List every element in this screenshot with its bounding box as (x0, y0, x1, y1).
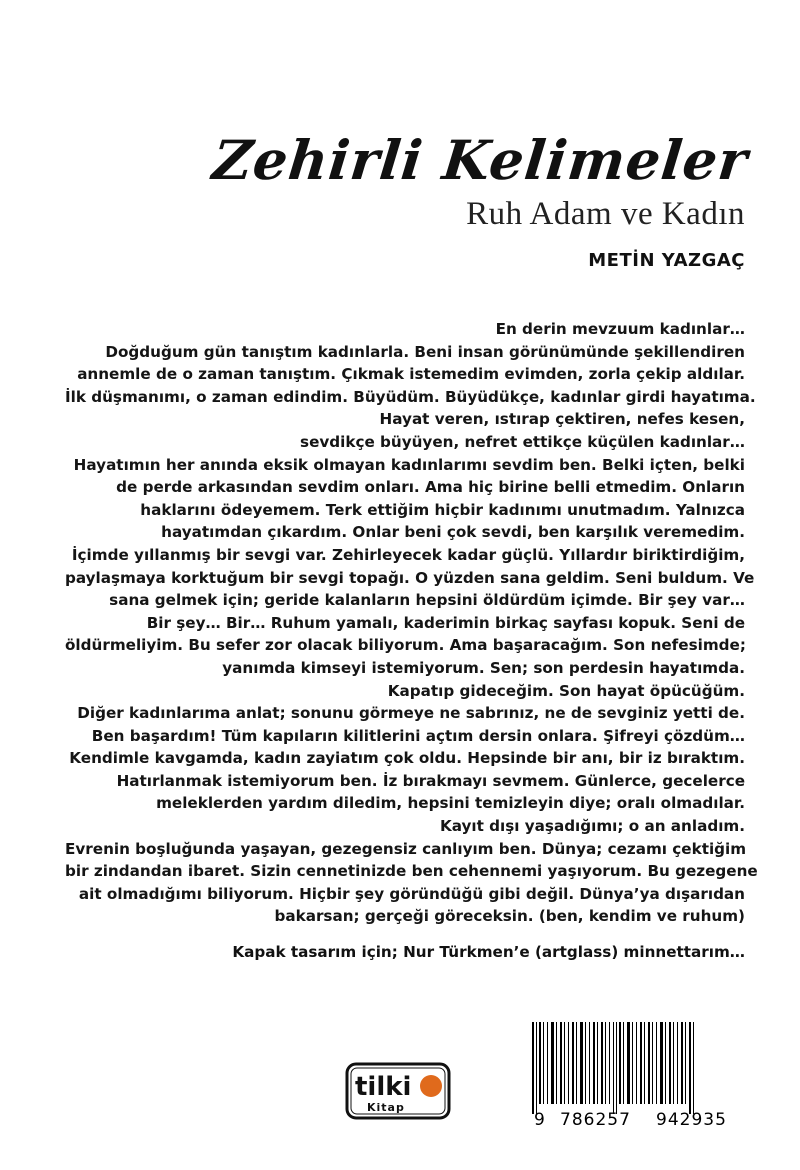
book-title: Zehirli Kelimeler (209, 128, 752, 192)
isbn-digits-left: 786257 (560, 1110, 631, 1130)
blurb-line: ait olmadığımı biliyorum. Hiçbir şey göründüğü gibi değil. Dünya’ya dışarıdan (78, 884, 745, 903)
blurb-line: Kendimle kavgamda, kadın zayiatım çok oldu. Hepsinde bir anı, bir iz bıraktım. (69, 749, 745, 768)
blurb-line: sana gelmek için; geride kalanların hepsini öldürdüm içimde. Bir şey var… (109, 591, 745, 610)
blurb-line: paylaşmaya korktuğum bir sevgi topağı. O yüzden sana geldim. Seni buldum. Ve (65, 568, 755, 587)
blurb-line: Hayatımın her anında eksik olmayan kadınlarımı sevdim ben. Belki içten, belki (73, 455, 745, 474)
blurb-line: bir zindandan ibaret. Sizin cennetinizde ben cehennemi yaşıyorum. Bu gezegene (65, 862, 758, 881)
blurb-line: de perde arkasından sevdim onları. Ama hiç birine belli etmedim. Onların (116, 478, 745, 497)
blurb-line: annemle de o zaman tanıştım. Çıkmak istemedim evimden, zorla çekip aldılar. (77, 365, 745, 384)
blurb-line: Hatırlanmak istemiyorum ben. İz bırakmayı sevmem. Günlerce, gecelerce (116, 771, 745, 790)
back-cover-blurb (65, 318, 758, 928)
blurb-line: meleklerden yardım diledim, hepsini temizleyin diye; oralı olmadılar. (156, 794, 745, 813)
blurb-line: haklarını ödeyemem. Terk ettiğim hiçbir kadınımı unutmadım. Yalnızca (140, 500, 745, 519)
blurb-line: İlk düşmanımı, o zaman edindim. Büyüdüm. Büyüdükçe, kadınlar girdi hayatıma. (65, 387, 756, 406)
fox-icon (420, 1075, 442, 1097)
blurb-line: Hayat veren, ıstırap çektiren, nefes kesen, (379, 410, 745, 429)
publisher-logo-sub: Kitap (367, 1101, 405, 1114)
blurb-line: Diğer kadınlarıma anlat; sonunu görmeye ne sabrınız, ne de sevginiz yetti de. (77, 704, 745, 723)
blurb-line: yanımda kimseyi istemiyorum. Sen; son perdesin hayatımda. (222, 658, 745, 677)
blurb-line: hayatımdan çıkardım. Onlar beni çok sevdi, ben karşılık veremedim. (161, 523, 745, 542)
blurb-line: öldürmeliyim. Bu sefer zor olacak biliyorum. Ama başaracağım. Son nefesimde; (65, 636, 746, 655)
blurb-line: Doğduğum gün tanıştım kadınlarla. Beni insan görünümünde şekillendiren (105, 342, 745, 361)
isbn-digits-right: 942935 (656, 1110, 727, 1130)
blurb-line: En derin mevzuum kadınlar… (495, 320, 745, 338)
blurb-line: Kapatıp gideceğim. Son hayat öpücüğüm. (387, 681, 745, 700)
isbn-digits (532, 1110, 750, 1132)
publisher-logo (345, 1062, 451, 1120)
barcode-bars (532, 1022, 750, 1112)
blurb-line: İçimde yıllanmış bir sevgi var. Zehirleyecek kadar güçlü. Yıllardır biriktirdiğim, (71, 545, 745, 564)
cover-design-credit: Kapak tasarım için; Nur Türkmen’e (artglass) minnettarım… (232, 943, 745, 961)
isbn-barcode (532, 1022, 750, 1134)
barcode-gap (694, 1022, 696, 1104)
blurb-line: sevdikçe büyüyen, nefret ettikçe küçülen kadınlar… (300, 432, 745, 451)
blurb-line: Bir şey… Bir… Ruhum yamalı, kaderimin birkaç sayfası kopuk. Seni de (146, 613, 745, 632)
author-name: METİN YAZGAÇ (588, 250, 745, 271)
blurb-line: bakarsan; gerçeği göreceksin. (ben, kendim ve ruhum) (274, 907, 745, 926)
blurb-line: Evrenin boşluğunda yaşayan, gezegensiz canlıyım ben. Dünya; cezamı çektiğim (65, 839, 747, 858)
isbn-digit-first: 9 (534, 1110, 545, 1130)
book-subtitle: Ruh Adam ve Kadın (466, 196, 745, 232)
publisher-logo-name: tilki (355, 1072, 412, 1102)
blurb-line: Kayıt dışı yaşadığımı; o an anladım. (439, 817, 745, 836)
blurb-line: Ben başardım! Tüm kapıların kilitlerini açtım dersin onlara. Şifreyi çözdüm… (91, 726, 745, 745)
